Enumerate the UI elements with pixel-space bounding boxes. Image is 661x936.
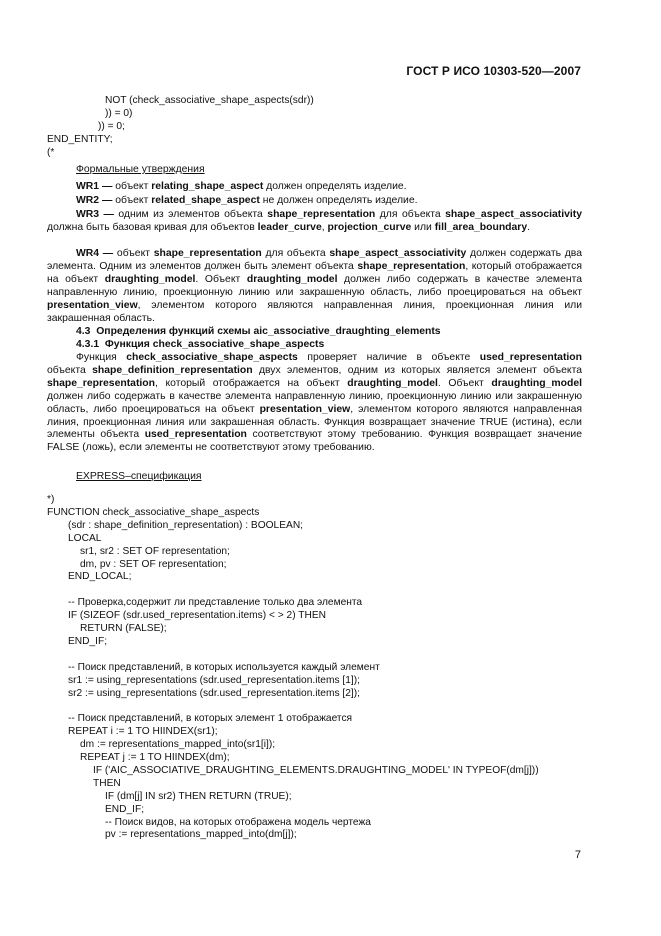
- rule-label: WR3 —: [76, 209, 114, 220]
- rule-entity: shape_representation: [153, 248, 262, 259]
- code-line: REPEAT i := 1 TO HIINDEX(sr1);: [68, 726, 218, 738]
- section-4-3-heading: 4.3 Определения функций схемы aic_associative_draughting_elements: [76, 326, 441, 337]
- express-heading: EXPRESS–спецификация: [76, 471, 202, 482]
- desc-text: . Объект: [437, 377, 492, 389]
- desc-text: двух элементов, одним из которых является элемент объекта: [252, 364, 582, 376]
- code-line: sr1 := using_representations (sdr.used_representation.items [1]);: [68, 674, 360, 686]
- rule-text: не должен определять изделие.: [259, 195, 418, 206]
- rule-label: WR2 —: [76, 195, 113, 206]
- code-line: THEN: [93, 777, 121, 789]
- function-description: [47, 352, 582, 455]
- code-line: END_IF;: [105, 803, 145, 815]
- rule-text: должен определять изделие.: [263, 181, 407, 192]
- rule-text: , который отображается на объект: [47, 260, 582, 285]
- code-line: sr1, sr2 : SET OF representation;: [80, 545, 230, 557]
- code-line: NOT (check_associative_shape_aspects(sdr)): [105, 95, 314, 106]
- code-line: -- Поиск представлений, в которых элемент 1 отображается: [68, 713, 353, 725]
- desc-text: , элементом которого являются направленная линия, проекционная линия или закрашенная область. Функция возвращает значение TRUE (истина), если элементы объекта: [47, 403, 582, 441]
- code-line: REPEAT j := 1 TO HIINDEX(dm);: [80, 752, 230, 763]
- rule-entity: fill_area_boundary: [434, 221, 528, 233]
- desc-text: объекта: [47, 364, 93, 376]
- code-line: END_IF;: [68, 635, 108, 647]
- rule-wr2: [47, 195, 582, 208]
- code-line: )) = 0;: [98, 120, 125, 132]
- rule-label: WR1 —: [76, 181, 113, 192]
- desc-text: соответствуют этому требованию. Функция возвращает значение FALSE (ложь), если элементы не соответствуют этому требованию.: [47, 429, 582, 454]
- rule-entity: draughting_model: [104, 273, 196, 285]
- code-line: sr2 := using_representations (sdr.used_representation.items [2]);: [68, 687, 360, 699]
- desc-entity: draughting_model: [347, 377, 438, 389]
- rule-text: . Объект: [195, 273, 247, 285]
- rules-heading: Формальные утверждения: [76, 164, 205, 175]
- rule-entity: relating_shape_aspect: [151, 181, 264, 192]
- rule-label: WR4 —: [76, 248, 114, 259]
- code-line: -- Поиск представлений, в которых используется каждый элемент: [68, 661, 380, 673]
- desc-entity: used_representation: [144, 429, 247, 441]
- rule-text: или: [411, 221, 435, 233]
- rule-entity: leader_curve: [257, 221, 322, 233]
- rule-text: должен содержать два элемента. Одним из элементов должен быть элемент объекта: [47, 248, 582, 272]
- rule-entity: presentation_view: [47, 299, 138, 311]
- page-number: 7: [574, 849, 581, 861]
- desc-text: должен либо содержать в качестве элемента направленную линию, проекционную линию или закрашенную область, либо проецироваться на объект: [47, 390, 582, 415]
- rule-entity: shape_representation: [357, 260, 466, 272]
- desc-entity: shape_representation: [47, 377, 155, 389]
- standard-header: ГОСТ Р ИСО 10303-520—2007: [406, 64, 581, 78]
- rule-text: объект: [113, 248, 154, 259]
- rule-wr1: [47, 181, 582, 194]
- desc-text: проверяет наличие в объекте: [297, 352, 480, 363]
- code-line: LOCAL: [68, 532, 102, 544]
- rule-entity: shape_aspect_associativity: [445, 209, 583, 220]
- code-line: *): [47, 494, 55, 505]
- code-line: IF (dm[j] IN sr2) THEN RETURN (TRUE);: [105, 790, 292, 802]
- rule-wr3: [47, 209, 582, 235]
- rule-text: для объекта: [375, 209, 446, 220]
- desc-entity: shape_definition_representation: [92, 364, 253, 376]
- code-line: -- Проверка,содержит ли представление только два элемента: [68, 597, 363, 609]
- code-line: (*: [47, 146, 55, 158]
- code-line: (sdr : shape_definition_representation) : BOOLEAN;: [68, 519, 304, 531]
- code-line: END_LOCAL;: [68, 571, 132, 583]
- rule-text: .: [527, 221, 531, 233]
- desc-text: , который отображается на объект: [155, 377, 348, 389]
- rule-entity: projection_curve: [327, 221, 412, 233]
- rule-wr4: [47, 248, 582, 325]
- desc-entity: check_associative_shape_aspects: [126, 352, 298, 363]
- rule-entity: shape_representation: [267, 209, 376, 220]
- rule-text: для объекта: [261, 248, 330, 259]
- code-line: FUNCTION check_associative_shape_aspects: [47, 506, 260, 518]
- code-line: dm, pv : SET OF representation;: [80, 558, 227, 570]
- code-line: IF (SIZEOF (sdr.used_representation.items) < > 2) THEN: [68, 610, 326, 622]
- desc-entity: used_representation: [479, 352, 582, 363]
- rule-text: должен либо содержать в качестве элемента направленную линию, проекционную линию или закрашенную область, либо проецироваться на объект: [47, 273, 583, 298]
- desc-entity: draughting_model: [491, 377, 582, 389]
- rule-text: , элементом которого являются направленная линия, проекционная линия или закрашенная область.: [47, 299, 582, 324]
- code-line: END_ENTITY;: [47, 133, 113, 145]
- rule-text: ,: [321, 221, 328, 233]
- code-line: pv := representations_mapped_into(dm[j]);: [105, 829, 297, 841]
- code-line: IF ('AIC_ASSOCIATIVE_DRAUGHTING_ELEMENTS.DRAUGHTING_MODEL' IN TYPEOF(dm[j])): [93, 764, 539, 776]
- rule-text: должна быть базовая кривая для объектов: [47, 221, 258, 233]
- rule-text: одним из элементов объекта: [113, 209, 268, 220]
- rule-entity: draughting_model: [246, 273, 338, 285]
- rule-entity: shape_aspect_associativity: [329, 248, 467, 259]
- desc-text: Функция: [76, 352, 127, 363]
- rule-entity: related_shape_aspect: [151, 195, 260, 206]
- code-line: dm := representations_mapped_into(sr1[i]);: [80, 739, 276, 751]
- code-line: )) = 0): [105, 107, 133, 119]
- desc-entity: presentation_view: [259, 403, 351, 415]
- rule-text: объект: [112, 195, 152, 206]
- rule-text: объект: [112, 181, 152, 192]
- code-line: RETURN (FALSE);: [80, 623, 167, 634]
- code-line: -- Поиск видов, на которых отображена модель чертежа: [105, 816, 371, 828]
- section-4-3-1-heading: 4.3.1 Функция check_associative_shape_aspects: [76, 339, 325, 350]
